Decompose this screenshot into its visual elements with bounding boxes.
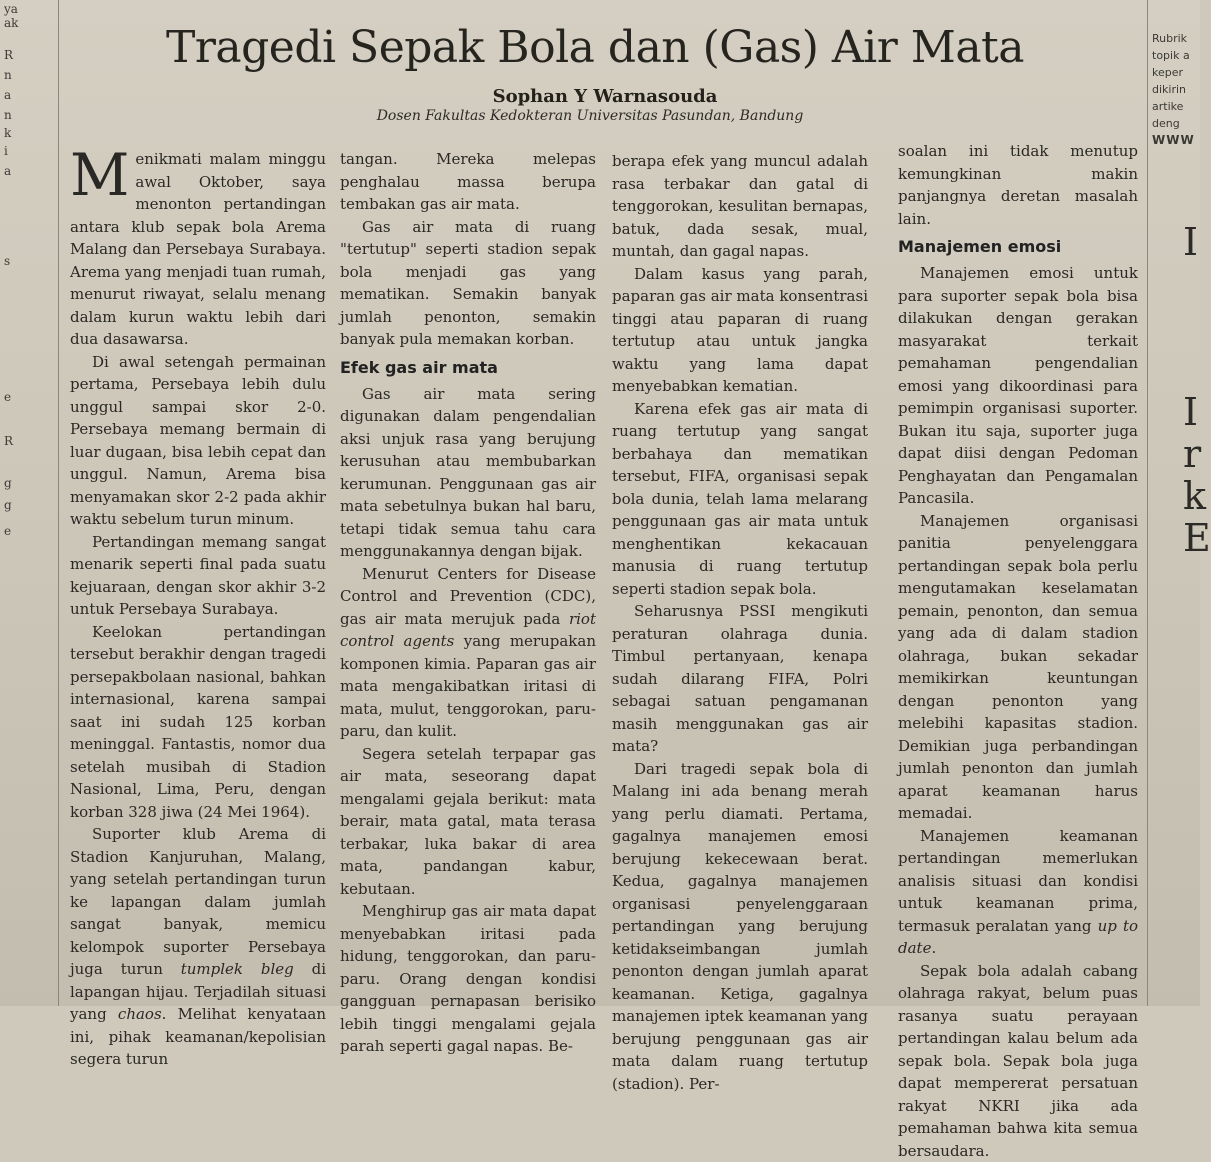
paragraph: Menghirup gas air mata dapat menyebabkan iritasi pada hidung, tenggorokan, dan paru-paru. Orang dengan kondisi gangguan pernapasan berisiko lebih tinggi mengalami gejala parah seperti gagal napas. Be-: [340, 900, 596, 1058]
paragraph: Dalam kasus yang parah, paparan gas air mata konsentrasi tinggi atau paparan di ruang tertutup atau untuk jangka waktu yang lama dapat menyebabkan kematian.: [612, 263, 868, 398]
paragraph-text: di lapangan hijau. Terjadilah situasi yang: [70, 960, 326, 1023]
section-heading: Manajemen emosi: [898, 236, 1138, 258]
paragraph-text: Suporter klub Arema di Stadion Kanjuruhan, Malang, yang setelah pertandingan turun ke lapangan dalam jumlah sangat banyak, memicu kelompok suporter Persebaya juga turun: [70, 825, 326, 978]
paragraph: Karena efek gas air mata di ruang tertutup yang sangat berbahaya dan mematikan tersebut, FIFA, organisasi sepak bola dunia, telah lama melarang penggunaan gas air mata untuk menghentikan kekacauan manusia di ruang tertutup seperti stadion sepak bola.: [612, 398, 868, 601]
drop-cap: M: [70, 152, 129, 198]
paragraph: [70, 148, 326, 351]
paragraph-text: . Melihat kenyataan ini, pihak keamanan/kepolisian segera turun: [70, 1005, 326, 1068]
left-fragment: n: [4, 68, 12, 82]
paragraph-text: enikmati malam minggu awal Oktober, saya menonton pertandingan antara klub sepak bola Arema Malang dan Persebaya Surabaya. Arema yang menjadi tuan rumah, menurut riwayat, selalu menang dalam kurun waktu lebih dari dua dasawarsa.: [70, 150, 326, 348]
left-fragment: g: [4, 476, 12, 490]
right-big-letter: r: [1183, 432, 1201, 476]
right-big-letter: k: [1183, 474, 1206, 518]
right-fragment: deng: [1152, 115, 1200, 132]
paragraph-text: yang merupakan komponen kimia. Paparan gas air mata mengakibatkan iritasi di mata, mulut, tenggorokan, paru-paru, dan kulit.: [340, 632, 596, 740]
left-fragment: ya: [4, 2, 18, 16]
paragraph: Gas air mata sering digunakan dalam pengendalian aksi unjuk rasa yang berujung kerusuhan atau membubarkan kerumunan. Penggunaan gas air mata sebetulnya bukan hal baru, tetapi tidak semua tahu cara menggunakannya dengan bijak.: [340, 383, 596, 563]
left-fragment: ak: [4, 16, 18, 30]
column-rule-right: [1147, 0, 1148, 1006]
left-fragment: R: [4, 434, 13, 448]
italic-term: chaos: [118, 1005, 162, 1023]
left-fragment: a: [4, 164, 11, 178]
paragraph: [70, 823, 326, 1071]
italic-term: riot control agents: [340, 610, 596, 651]
paragraph: tangan. Mereka melepas penghalau massa berupa tembakan gas air mata.: [340, 148, 596, 216]
article-author: Sophan Y Warnasouda: [380, 86, 830, 107]
neighbour-column-right: [1152, 30, 1200, 149]
left-fragment: e: [4, 390, 11, 404]
left-fragment: R: [4, 48, 13, 62]
article-column-2: [340, 148, 596, 1058]
paragraph: berapa efek yang muncul adalah rasa terbakar dan gatal di tenggorokan, kesulitan bernapas, batuk, dada sesak, mual, muntah, dan gagal napas.: [612, 150, 868, 263]
right-fragment: artike: [1152, 98, 1200, 115]
left-fragment: n: [4, 108, 12, 122]
right-fragment: Rubrik: [1152, 30, 1200, 47]
left-fragment: e: [4, 524, 11, 538]
right-fragment: topik a: [1152, 47, 1200, 64]
paragraph: Seharusnya PSSI mengikuti peraturan olahraga dunia. Timbul pertanyaan, kenapa sudah dilarang FIFA, Polri sebagai satuan pengamanan masih menggunakan gas air mata?: [612, 600, 868, 758]
paragraph: [898, 825, 1138, 960]
right-fragment: dikirin: [1152, 81, 1200, 98]
right-big-letter: I: [1183, 390, 1198, 434]
paragraph: Dari tragedi sepak bola di Malang ini ada benang merah yang perlu diamati. Pertama, gagalnya manajemen emosi berujung kekecewaan berat. Kedua, gagalnya manajemen organisasi penyelenggaraan pertandingan yang berujung ketidakseimbangan jumlah penonton dengan jumlah aparat keamanan. Ketiga, gagalnya manajemen iptek keamanan yang berujung penggunaan gas air mata dalam ruang tertutup (stadion). Per-: [612, 758, 868, 1096]
left-fragment: k: [4, 126, 11, 140]
paragraph-text: .: [931, 939, 936, 957]
left-fragment: a: [4, 88, 11, 102]
paragraph: [340, 563, 596, 743]
left-fragment: i: [4, 144, 8, 158]
section-heading: Efek gas air mata: [340, 357, 596, 379]
right-big-letter: I: [1183, 220, 1198, 264]
paragraph: Gas air mata di ruang "tertutup" seperti stadion sepak bola menjadi gas yang mematikan. Semakin banyak jumlah penonton, semakin banyak pula memakan korban.: [340, 216, 596, 351]
right-fragment: keper: [1152, 64, 1200, 81]
italic-term: tumplek bleg: [181, 960, 294, 978]
paragraph: Keelokan pertandingan tersebut berakhir dengan tragedi persepakbolaan nasional, bahkan internasional, karena sampai saat ini sudah 125 korban meninggal. Fantastis, nomor dua setelah musibah di Stadion Nasional, Lima, Peru, dengan korban 328 jiwa (24 Mei 1964).: [70, 621, 326, 824]
paragraph: Sepak bola adalah cabang olahraga rakyat, belum puas rasanya suatu perayaan pertandingan kalau belum ada sepak bola. Sepak bola juga dapat mempererat persatuan rakyat NKRI jika ada pemahaman bahwa kita semua bersaudara.: [898, 960, 1138, 1162]
paragraph: Pertandingan memang sangat menarik seperti final pada suatu kejuaraan, dengan skor akhir 3-2 untuk Persebaya Surabaya.: [70, 531, 326, 621]
left-fragment: s: [4, 254, 10, 268]
left-fragment: g: [4, 498, 12, 512]
paragraph-text: Menurut Centers for Disease Control and Prevention (CDC), gas air mata merujuk pada: [340, 565, 596, 628]
article-column-1: [70, 148, 326, 1071]
right-fragment: WWW: [1152, 132, 1200, 149]
paragraph: Manajemen organisasi panitia penyelenggara pertandingan sepak bola perlu mengutamakan keselamatan pemain, penonton, dan semua yang ada di dalam stadion olahraga, bukan sekadar memikirkan keuntungan dengan penonton yang melebihi kapasitas stadion. Demikian juga perbandingan jumlah penonton dan jumlah aparat keamanan harus memadai.: [898, 510, 1138, 825]
paragraph: Di awal setengah permainan pertama, Persebaya lebih dulu unggul sampai skor 2-0. Persebaya memang bermain di luar dugaan, bisa lebih cepat dan unggul. Namun, Arema bisa menyamakan skor 2-2 pada akhir waktu sebelum turun minum.: [70, 351, 326, 531]
right-big-letter: E: [1183, 516, 1211, 560]
italic-term: up to date: [898, 917, 1138, 958]
neighbour-column-left: [0, 0, 24, 1006]
paragraph: soalan ini tidak menutup kemungkinan makin panjangnya deretan masalah lain.: [898, 140, 1138, 230]
article-column-4: [898, 140, 1138, 1162]
column-rule-left: [58, 0, 59, 1006]
author-affiliation: Dosen Fakultas Kedokteran Universitas Pasundan, Bandung: [330, 108, 850, 124]
article-column-3: [612, 150, 868, 1095]
article-title: Tragedi Sepak Bola dan (Gas) Air Mata: [95, 22, 1095, 73]
paragraph-text: Manajemen keamanan pertandingan memerlukan analisis situasi dan kondisi untuk keamanan prima, termasuk peralatan yang: [898, 827, 1138, 935]
paragraph: Manajemen emosi untuk para suporter sepak bola bisa dilakukan dengan gerakan masyarakat terkait pemahaman pengendalian emosi yang dikoordinasi para pemimpin organisasi suporter. Bukan itu saja, suporter juga dapat diisi dengan Pedoman Penghayatan dan Pengamalan Pancasila.: [898, 262, 1138, 510]
paragraph: Segera setelah terpapar gas air mata, seseorang dapat mengalami gejala berikut: mata berair, mata gatal, mata terasa terbakar, luka bakar di area mata, pandangan kabur, kebutaan.: [340, 743, 596, 901]
